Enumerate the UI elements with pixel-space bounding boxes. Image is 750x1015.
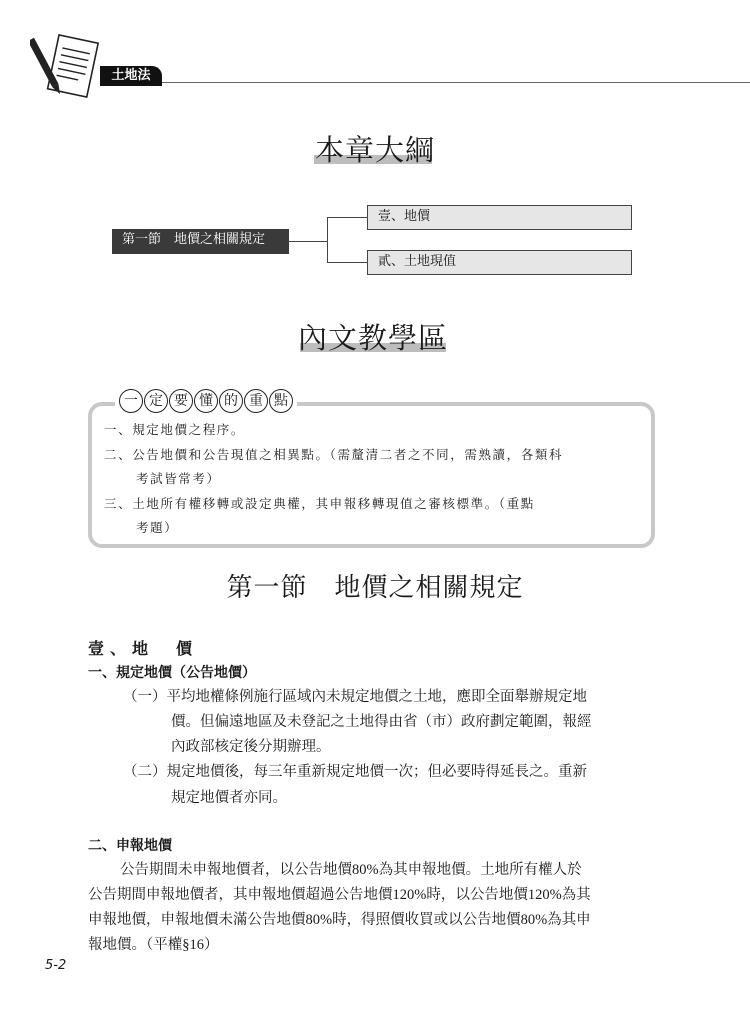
header-rule — [150, 82, 750, 83]
outline-heading: 本章大綱 — [314, 133, 435, 167]
key-point-3: 三、土地所有權移轉或設定典權，其申報移轉現值之審核標準。（重點 — [104, 496, 535, 511]
part1-line-3: 內政部核定後分期辦理。 — [171, 739, 331, 755]
outline-connector — [327, 262, 367, 263]
part2-line-2: 公告期間申報地價者，其申報地價超過公告地價120%時，以公告地價120%為其 — [88, 887, 591, 903]
circled-char: 要 — [169, 389, 193, 413]
part2-line-4: 報地價。（平權§16） — [88, 937, 219, 953]
part1-heading: 一、規定地價（公告地價） — [88, 665, 256, 681]
outline-section-box: 第一節 地價之相關規定 — [112, 229, 289, 254]
circled-char: 的 — [219, 389, 243, 413]
key-point-2: 二、公告地價和公告現值之相異點。（需釐清二者之不同，需熟讀，各類科 — [104, 447, 564, 462]
circled-char: 懂 — [194, 389, 218, 413]
part2-line-1: 公告期間未申報地價者，以公告地價80%為其申報地價。土地所有權人於 — [120, 862, 582, 878]
key-point-3-cont: 考題） — [136, 520, 179, 535]
notebook-pen-icon — [30, 30, 105, 105]
page-number: 5-2 — [45, 958, 67, 973]
circled-char: 點 — [269, 389, 293, 413]
section-title: 第一節 地價之相關規定 — [226, 573, 524, 603]
circled-char: 一 — [119, 389, 143, 413]
part1-line-5: 規定地價者亦同。 — [171, 790, 287, 806]
part2-line-3: 申報地價，申報地價未滿公告地價80%時，得照價收買或以公告地價80%為其申 — [88, 912, 591, 928]
key-point-2-cont: 考試皆常考） — [136, 471, 221, 486]
circled-char: 重 — [244, 389, 268, 413]
teaching-heading: 內文教學區 — [297, 321, 448, 355]
book-title-tab: 土地法 — [100, 66, 162, 86]
outline-item-2: 貳、土地現值 — [367, 250, 632, 275]
key-point-1: 一、規定地價之程序。 — [104, 422, 246, 437]
subsection-heading: 壹、地 價 — [88, 639, 199, 658]
outline-connector — [327, 217, 328, 263]
circled-char: 定 — [144, 389, 168, 413]
part1-line-1: （一）平均地權條例施行區域內未規定地價之土地，應即全面舉辦規定地 — [123, 689, 587, 705]
part1-line-4: （二）規定地價後，每三年重新規定地價一次；但必要時得延長之。重新 — [123, 764, 587, 780]
part1-line-2: 價。但偏遠地區及未登記之土地得由省（市）政府劃定範圍，報經 — [171, 714, 592, 730]
outline-connector — [327, 217, 367, 218]
key-points-title — [115, 388, 297, 414]
outline-item-1: 壹、地價 — [367, 205, 632, 230]
part2-heading: 二、申報地價 — [88, 838, 172, 854]
outline-connector — [289, 241, 327, 242]
